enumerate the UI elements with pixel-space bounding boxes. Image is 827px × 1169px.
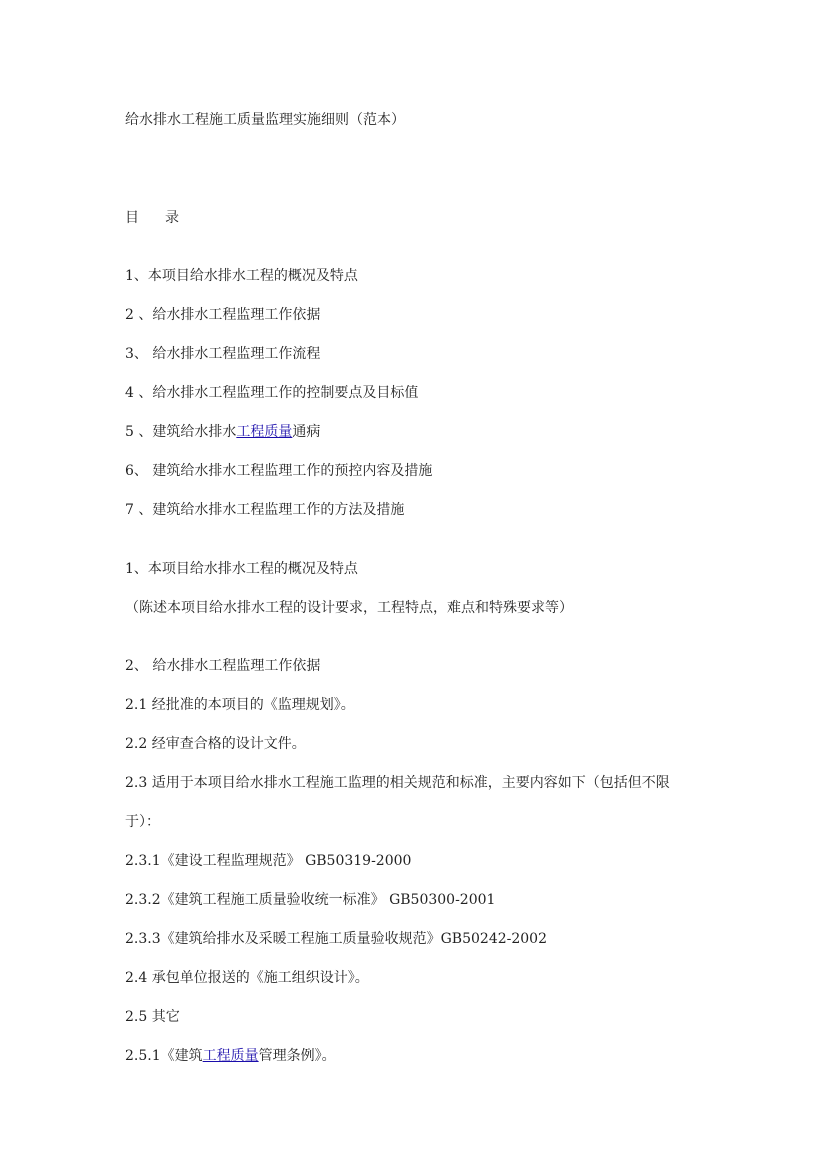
item-2-1: 2.1 经批准的本项目的《监理规划》。 [125, 697, 355, 713]
item-2-3-3: 2.3.3《建筑给排水及采暖工程施工质量验收规范》GB50242-2002 [125, 931, 547, 947]
toc-item-4: 4 、给水排水工程监理工作的控制要点及目标值 [125, 385, 419, 401]
section-1-heading: 1、本项目给水排水工程的概况及特点 [125, 561, 358, 577]
engineering-quality-link[interactable]: 工程质量 [236, 424, 293, 440]
item-2-2: 2.2 经审查合格的设计文件。 [125, 736, 306, 752]
item-2-5: 2.5 其它 [125, 1009, 180, 1025]
toc-item-5-post: 通病 [292, 424, 321, 440]
toc-item-5-pre: 5 、建筑给水排水 [125, 424, 237, 440]
section-2-heading: 2、 给水排水工程监理工作依据 [125, 658, 321, 674]
item-2-5-1-pre: 2.5.1《建筑 [125, 1048, 203, 1064]
toc-item-3: 3、 给水排水工程监理工作流程 [125, 346, 321, 362]
toc-heading [125, 209, 179, 227]
item-2-3-line1: 2.3 适用于本项目给水排水工程施工监理的相关规范和标准，主要内容如下（包括但不限 [125, 775, 670, 791]
toc-item-7: 7 、建筑给水排水工程监理工作的方法及措施 [125, 502, 405, 518]
item-2-5-1 [125, 1047, 336, 1065]
toc-heading-right: 录 [165, 210, 179, 226]
toc-item-5 [125, 423, 320, 441]
item-2-3-1: 2.3.1《建设工程监理规范》 GB50319-2000 [125, 853, 412, 869]
item-2-5-1-post: 管理条例》。 [258, 1048, 336, 1064]
item-2-3-line2: 于）： [125, 814, 160, 830]
toc-item-2: 2 、给水排水工程监理工作依据 [125, 307, 321, 323]
item-2-3-2: 2.3.2《建筑工程施工质量验收统一标准》 GB50300-2001 [125, 892, 496, 908]
toc-heading-left: 目 [125, 210, 139, 226]
item-2-4: 2.4 承包单位报送的《施工组织设计》。 [125, 970, 369, 986]
document-title: 给水排水工程施工质量监理实施细则（范本） [125, 112, 405, 128]
section-1-note: （陈述本项目给水排水工程的设计要求，工程特点，难点和特殊要求等） [125, 600, 573, 616]
engineering-quality-link-2[interactable]: 工程质量 [202, 1048, 259, 1064]
toc-item-6: 6、 建筑给水排水工程监理工作的预控内容及措施 [125, 463, 433, 479]
toc-item-1: 1、本项目给水排水工程的概况及特点 [125, 268, 358, 284]
